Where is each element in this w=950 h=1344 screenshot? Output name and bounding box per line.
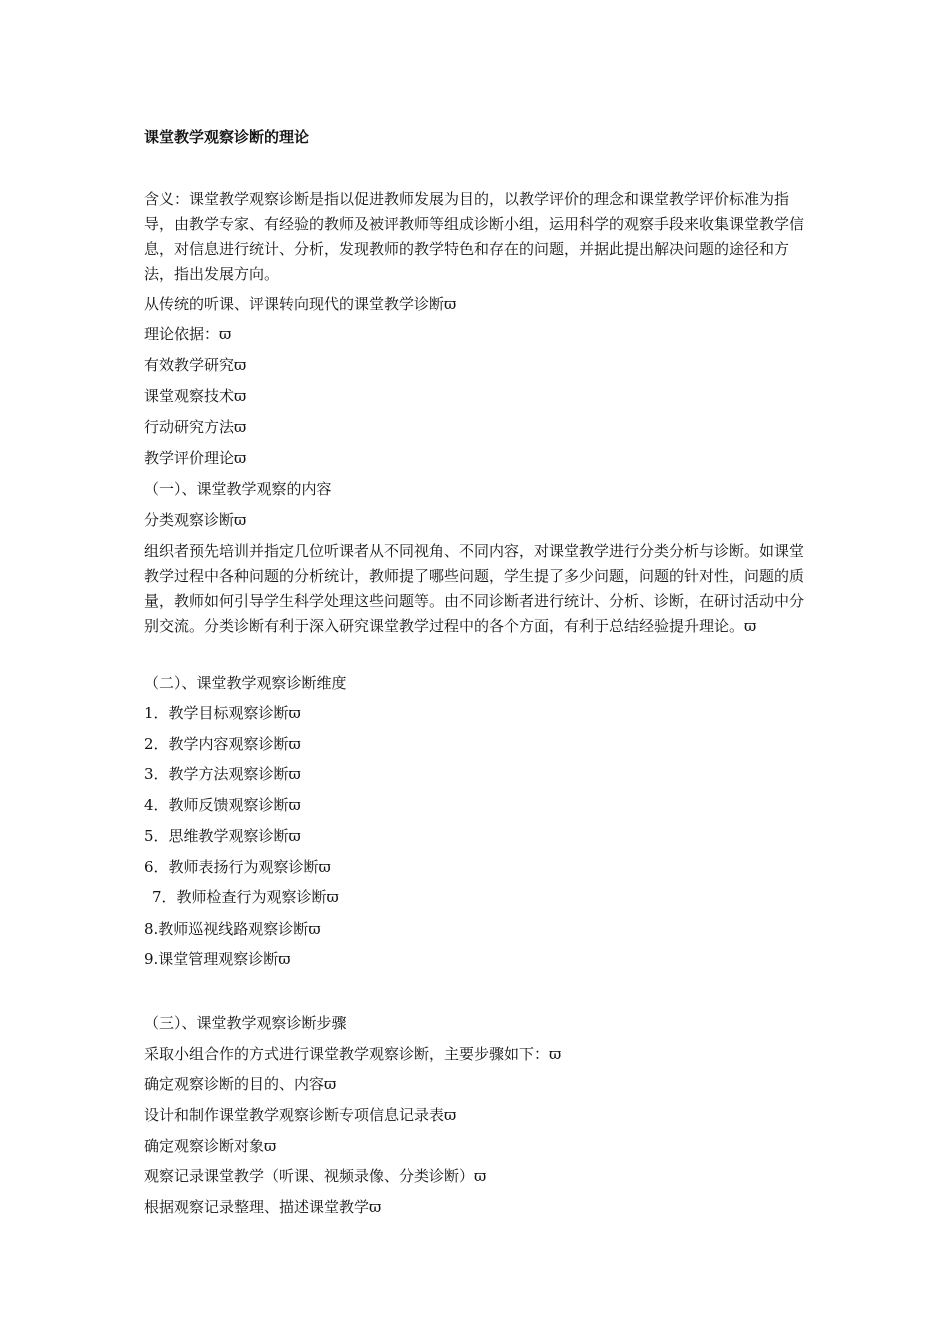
section-heading: （二）、课堂教学观察诊断维度 [144,674,347,692]
step-item: 观察记录课堂教学（听课、视频录像、分类诊断）ϖ [144,1167,487,1185]
text-line: 理论依据：ϖ [144,325,232,343]
step-item: 确定观察诊断对象ϖ [144,1137,277,1155]
document-title: 课堂教学观察诊断的理论 [144,128,310,146]
classify-paragraph: 组织者预先培训并指定几位听课者从不同视角、不同内容，对课堂教学进行分类分析与诊断。如课堂教学过程中各种问题的分析统计，教师提了哪些问题，学生提了多少问题，问题的针对性，问题的质量，教师如何引导学生科学处理这些问题等。由不同诊断者进行统计、分析、诊断，在研讨活动中分别交流。分类诊断有利于深入研究课堂教学过程中的各个方面，有利于总结经验提升理论。ϖ [144,542,805,635]
text-line: 课堂观察技术ϖ [144,387,247,405]
step-item: 确定观察诊断的目的、内容ϖ [144,1075,337,1093]
step-item: 采取小组合作的方式进行课堂教学观察诊断，主要步骤如下：ϖ [144,1045,562,1063]
dimension-item: 2．教学内容观察诊断ϖ [144,735,301,753]
dimension-item: 3．教学方法观察诊断ϖ [144,765,301,783]
dimension-item: 6．教师表扬行为观察诊断ϖ [144,858,331,876]
text-line: 从传统的听课、评课转向现代的课堂教学诊断ϖ [144,295,457,313]
section-heading: （三）、课堂教学观察诊断步骤 [144,1014,347,1032]
dimension-item: 9.课堂管理观察诊断ϖ [144,950,291,968]
dimension-item: 8.教师巡视线路观察诊断ϖ [144,920,321,938]
dimension-item: 1．教学目标观察诊断ϖ [144,704,301,722]
section-heading: （一）、课堂教学观察的内容 [144,480,332,498]
text-line: 有效教学研究ϖ [144,356,247,374]
dimension-item: 4．教师反馈观察诊断ϖ [144,796,301,814]
text-line: 行动研究方法ϖ [144,418,247,436]
dimension-item: 5．思维教学观察诊断ϖ [144,827,301,845]
dimension-item: 7．教师检查行为观察诊断ϖ [152,888,339,906]
step-item: 根据观察记录整理、描述课堂教学ϖ [144,1198,382,1216]
step-item: 设计和制作课堂教学观察诊断专项信息记录表ϖ [144,1106,457,1124]
text-line: 教学评价理论ϖ [144,449,247,467]
text-line: 分类观察诊断ϖ [144,511,247,529]
intro-paragraph: 含义：课堂教学观察诊断是指以促进教师发展为目的，以教学评价的理念和课堂教学评价标准为指导，由教学专家、有经验的教师及被评教师等组成诊断小组，运用科学的观察手段来收集课堂教学信息，对信息进行统计、分析，发现教师的教学特色和存在的问题，并据此提出解决问题的途径和方法，指出发展方向。 [144,190,805,283]
